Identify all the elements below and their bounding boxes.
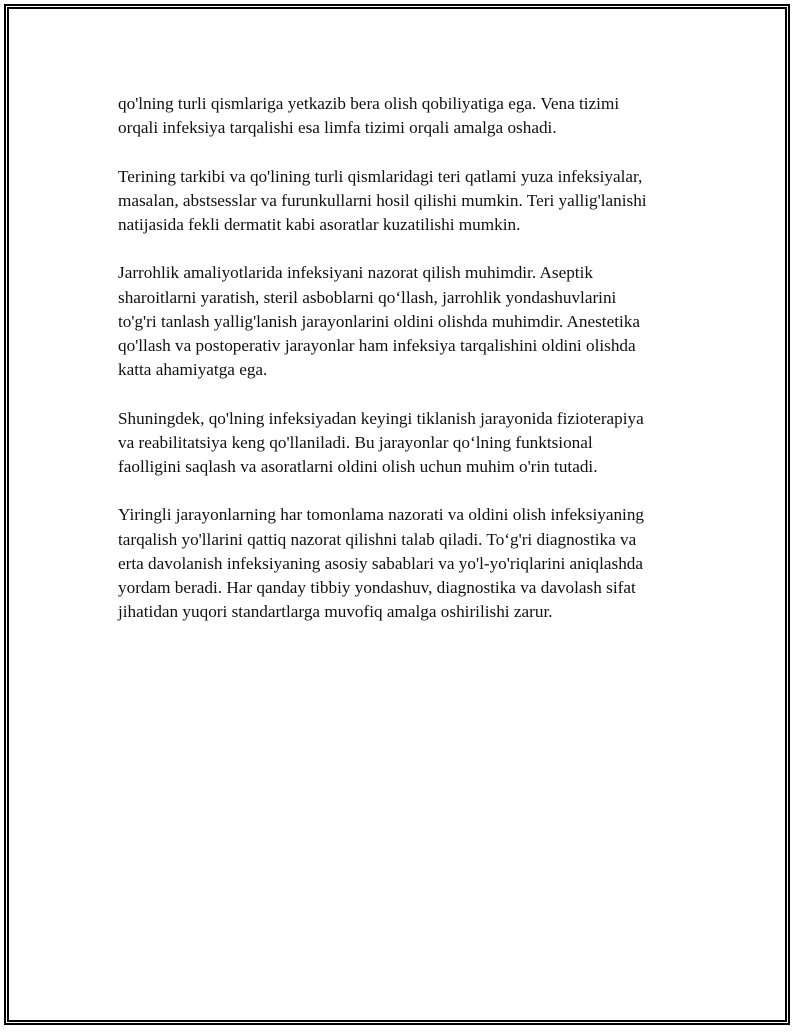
document-body: [118, 92, 698, 649]
text-line: to'g'ri tanlash yallig'lanish jarayonlarini oldini olishda muhimdir. Anestetika: [118, 311, 640, 331]
text-line: orqali infeksiya tarqalishi esa limfa tizimi orqali amalga oshadi.: [118, 118, 557, 138]
text-line: yordam beradi. Har qanday tibbiy yondashuv, diagnostika va davolash sifat: [118, 578, 636, 597]
text-line: faolligini saqlash va asoratlarni oldini olish uchun muhim o'rin tutadi.: [118, 457, 598, 476]
text-line: va reabilitatsiya keng qo'llaniladi. Bu jarayonlar qo‘lning funktsional: [118, 432, 593, 452]
paragraph-3: [118, 261, 698, 382]
text-line: Yiringli jarayonlarning har tomonlama nazorati va oldini olish infeksiyaning: [118, 505, 645, 525]
text-line: natijasida fekli dermatit kabi asoratlar kuzatilishi mumkin.: [118, 215, 521, 234]
text-line: katta ahamiyatga ega.: [118, 360, 268, 380]
text-line: sharoitlarni yaratish, steril asboblarni qo‘llash, jarrohlik yondashuvlarini: [118, 287, 617, 307]
text-line: qo'llash va postoperativ jarayonlar ham infeksiya tarqalishini oldini olishda: [118, 336, 636, 355]
text-line: jihatidan yuqori standartlarga muvofiq amalga oshirilishi zarur.: [118, 602, 553, 622]
paragraph-4: [118, 407, 698, 480]
text-line: qo'lning turli qismlariga yetkazib bera olish qobiliyatiga ega. Vena tizimi: [118, 94, 620, 113]
text-line: masalan, abstsesslar va furunkullarni hosil qilishi mumkin. Teri yallig'lanishi: [118, 190, 647, 210]
paragraph-2: [118, 165, 698, 238]
text-line: erta davolanish infeksiyaning asosiy sabablari va yo'l-yo'riqlarini aniqlashda: [118, 553, 644, 573]
text-line: Jarrohlik amaliyotlarida infeksiyani nazorat qilish muhimdir. Aseptik: [118, 263, 593, 283]
text-line: Terining tarkibi va qo'lining turli qismlaridagi teri qatlami yuza infeksiyalar,: [118, 166, 643, 186]
paragraph-5: [118, 503, 698, 624]
paragraph-1: [118, 92, 698, 140]
text-line: Shuningdek, qo'lning infeksiyadan keyingi tiklanish jarayonida fizioterapiya: [118, 408, 644, 428]
text-line: tarqalish yo'llarini qattiq nazorat qilishni talab qiladi. To‘g'ri diagnostika va: [118, 529, 637, 549]
